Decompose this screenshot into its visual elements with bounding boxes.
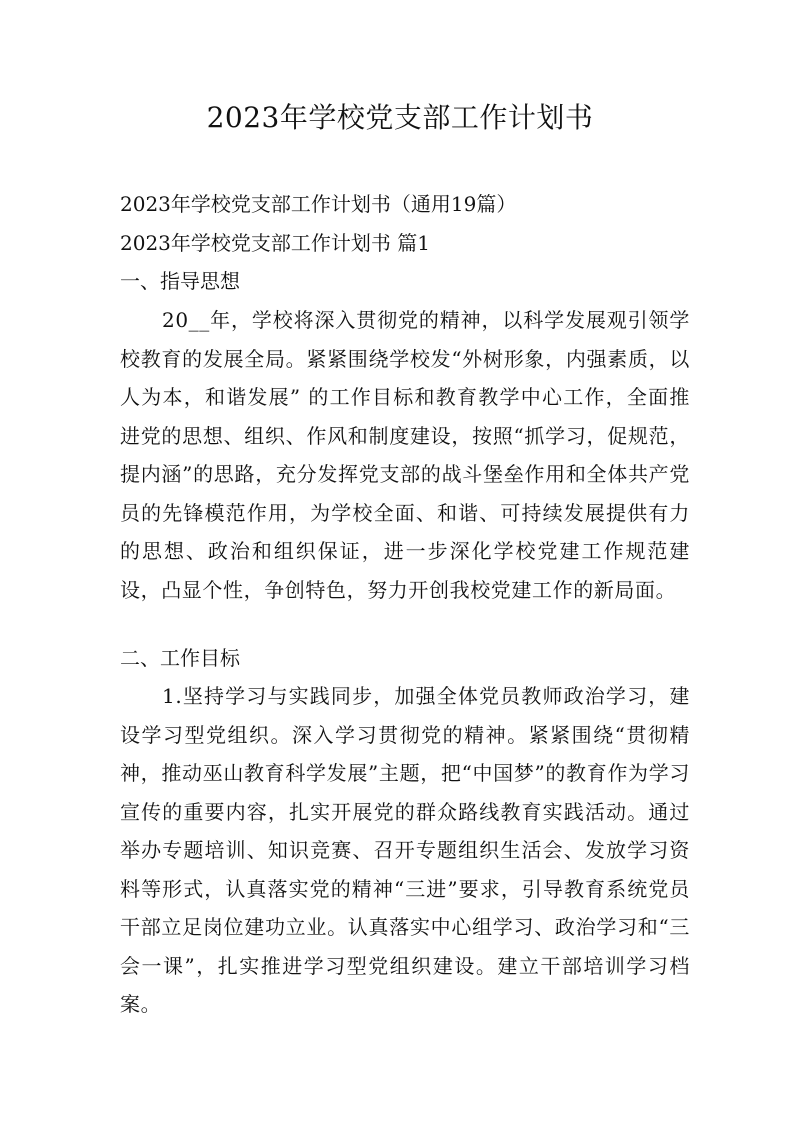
- part-heading: 2023年学校党支部工作计划书 篇1: [120, 231, 430, 255]
- document-subtitle: 2023年学校党支部工作计划书（通用19篇）: [120, 192, 517, 216]
- work-goals-paragraph: 1.坚持学习与实践同步，加强全体党员教师政治学习，建设学习型党组织。深入学习贯彻党的精神。紧紧围绕“贯彻精神，推动巫山教育科学发展”主题，把“中国梦”的教育作为学习宣传的重要内容，扎实开展党的群众路线教育实践活动。通过举办专题培训、知识竞赛、召开专题组织生活会、发放学习资料等形式，认真落实党的精神“三进”要求，引导教育系统党员干部立足岗位建功立业。认真落实中心组学习、政治学习和“三会一课”，扎实推进学习型党组织建设。建立干部培训学习档案。: [120, 684, 690, 1016]
- document-title: 2023年学校党支部工作计划书: [206, 101, 594, 134]
- guiding-thought-paragraph: 20__年，学校将深入贯彻党的精神，以科学发展观引领学校教育的发展全局。紧紧围绕学校发“外树形象，内强素质，以人为本，和谐发展” 的工作目标和教育教学中心工作，全面推进党的思想、组织、作风和制度建设，按照“抓学习，促规范，提内涵”的思路，充分发挥党支部的战斗堡垒作用和全体共产党员的先锋模范作用，为学校全面、和谐、可持续发展提供有力的思想、政治和组织保证，进一步深化学校党建工作规范建设，凸显个性，争创特色，努力开创我校党建工作的新局面。: [120, 308, 690, 602]
- section-heading-guiding-thought: 一、指导思想: [120, 269, 240, 293]
- section-heading-work-goals: 二、工作目标: [120, 646, 240, 670]
